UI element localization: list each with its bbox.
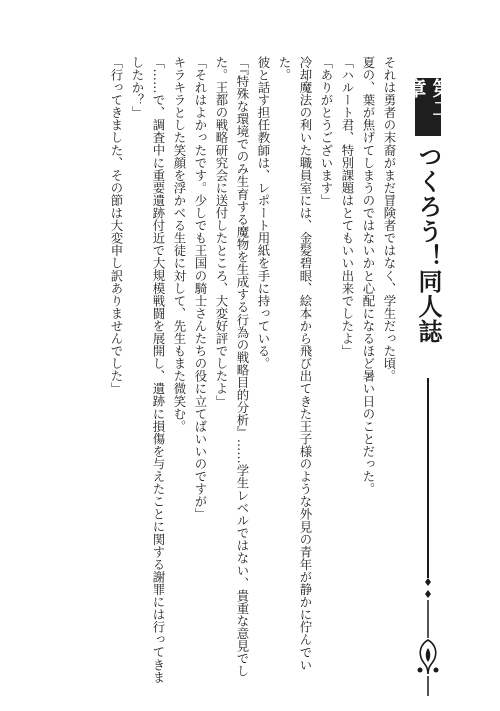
paragraph: 「それはよかったです。少しでも王国の騎士さんたちの役に立てばいいのですが」 [193, 56, 208, 521]
paragraph: キラキラとした笑顔を浮かべる生徒に対して、先生もまた微笑む。 [172, 56, 187, 433]
paragraph: 夏の、葉が焦げてしまうのではないかと心配になるほど暑い日のことだった。 [361, 56, 376, 496]
paragraph: 冷却魔法の利いた職員室には、金髪碧眼、絵本から飛び出てきた王子様のような外見の青年が静かに佇んでいた。 [277, 56, 313, 671]
paragraph: 「……で、調査中に重要遺跡付近で大規模戦闘を展開し、遺跡に損傷を与えたことに関する謝罪には行ってきましたか？」 [130, 56, 166, 684]
chapter-number-label: 第二章 [415, 78, 441, 136]
chapter-rule-line [427, 378, 429, 578]
paragraph: それは勇者の末裔がまだ冒険者ではなく、学生だった頃。 [382, 56, 397, 383]
paragraph: 「ありがとうございます」 [319, 56, 334, 207]
chapter-title: つくろう！同人誌 [414, 144, 443, 344]
paragraph: 「行ってきました、その節は大変申し訳ありませんでした」 [109, 56, 124, 395]
paragraph: 「『特殊な環境でのみ生育する魔物を生成する行為の戦略目的分析』……学生レベルではない、貴重な意見でした。王都の戦略研究会に送付したところ、大変好評でしたよ」 [214, 56, 250, 678]
chapter-header [403, 78, 453, 698]
paragraph: 彼と話す担任教師は、レポート用紙を手に持っている。 [256, 56, 271, 370]
body-text [52, 56, 400, 696]
fleuron-ornament-icon [413, 578, 443, 698]
paragraph: 「ハルート君、特別課題はとてもいい出来でしたよ」 [340, 56, 355, 358]
